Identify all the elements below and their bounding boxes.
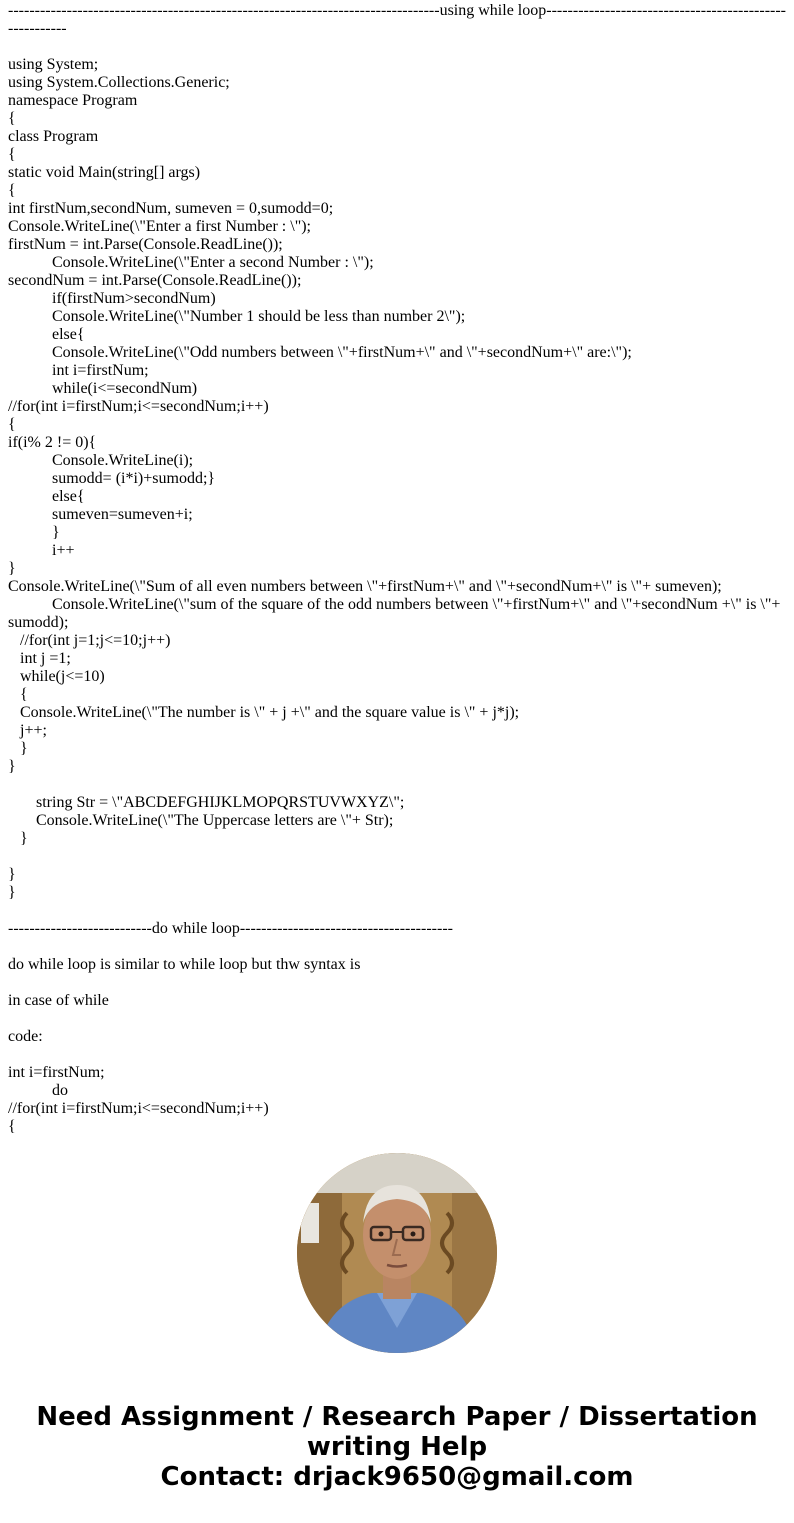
code-line: } (8, 524, 60, 541)
code-line: while(j<=10) (8, 668, 105, 685)
banner-line-1: Need Assignment / Research Paper / Dissertation (36, 1402, 758, 1432)
code-line: //for(int i=firstNum;i<=secondNum;i++) (8, 1100, 269, 1117)
code-line: //for(int j=1;j<=10;j++) (8, 632, 171, 649)
code-line: namespace Program (8, 92, 138, 109)
author-avatar (297, 1153, 497, 1353)
code-line: { (8, 416, 16, 433)
code-line: { (8, 182, 16, 199)
code-line: else{ (8, 326, 85, 343)
portrait-image (297, 1153, 497, 1353)
code-line: Console.WriteLine(\"Enter a first Number : \"); (8, 218, 311, 235)
code-line: sumodd= (i*i)+sumodd;} (8, 470, 216, 487)
code-line: while(i<=secondNum) (8, 380, 198, 397)
code-line: sumeven=sumeven+i; (8, 506, 193, 523)
code-line (8, 38, 786, 56)
code-line: } (8, 866, 16, 883)
code-line: else{ (8, 488, 85, 505)
contact-email-line: Contact: drjack9650@gmail.com (160, 1462, 634, 1492)
code-line: if(firstNum>secondNum) (8, 290, 216, 307)
code-line: if(i% 2 != 0){ (8, 434, 97, 451)
code-line: Console.WriteLine(\"Odd numbers between \"+firstNum+\" and \"+secondNum+\" are:\"); (8, 344, 632, 361)
code-line: { (8, 146, 16, 163)
code-line: Console.WriteLine(\"sum of the square of the odd numbers between \"+firstNum+\" and \"+secondNum +\" is \"+ sumodd); (8, 596, 785, 631)
code-line: } (8, 560, 16, 577)
code-line (8, 1010, 786, 1028)
code-line: Console.WriteLine(\"The Uppercase letters are \"+ Str); (8, 812, 394, 829)
code-line (8, 848, 786, 866)
banner-line-2: writing Help (306, 1432, 488, 1462)
code-line: in case of while (8, 992, 109, 1009)
code-line: } (8, 740, 28, 757)
code-line: firstNum = int.Parse(Console.ReadLine()); (8, 236, 283, 253)
contact-banner (0, 1402, 794, 1492)
code-line: j++; (8, 722, 47, 739)
code-line: code: (8, 1028, 43, 1045)
code-line (8, 974, 786, 992)
code-line: int j =1; (8, 650, 71, 667)
code-line: i++ (8, 542, 75, 559)
code-line: Console.WriteLine(\"Number 1 should be less than number 2\"); (8, 308, 466, 325)
code-line: do (8, 1082, 68, 1099)
code-line: ---------------------------do while loop---------------------------------------- (8, 920, 453, 937)
code-line: static void Main(string[] args) (8, 164, 201, 181)
code-line (8, 776, 786, 794)
code-line: } (8, 758, 16, 775)
code-line: Console.WriteLine(i); (8, 452, 194, 469)
code-line: { (8, 1118, 16, 1135)
code-line: string Str = \"ABCDEFGHIJKLMOPQRSTUVWXYZ\"; (8, 794, 405, 811)
code-line: Console.WriteLine(\"The number is \" + j +\" and the square value is \" + j*j); (8, 704, 520, 721)
code-line: //for(int i=firstNum;i<=secondNum;i++) (8, 398, 269, 415)
code-line (8, 902, 786, 920)
code-line: } (8, 884, 16, 901)
code-line: using System.Collections.Generic; (8, 74, 230, 91)
code-line: do while loop is similar to while loop but thw syntax is (8, 956, 361, 973)
code-line: { (8, 110, 16, 127)
code-line: Console.WriteLine(\"Enter a second Number : \"); (8, 254, 374, 271)
code-line: int firstNum,secondNum, sumeven = 0,sumodd=0; (8, 200, 334, 217)
code-line (8, 938, 786, 956)
code-document (8, 2, 786, 1136)
code-line: secondNum = int.Parse(Console.ReadLine()); (8, 272, 302, 289)
code-line: { (8, 686, 28, 703)
code-line: int i=firstNum; (8, 362, 149, 379)
code-line: } (8, 830, 28, 847)
code-line: ---------------------------------------------------------------------------------using while loop-------------------------------------------------------- (8, 2, 787, 37)
code-line: Console.WriteLine(\"Sum of all even numbers between \"+firstNum+\" and \"+secondNum+\" is \"+ sumeven); (8, 578, 722, 595)
code-line: using System; (8, 56, 99, 73)
code-line: int i=firstNum; (8, 1064, 105, 1081)
code-line (8, 1046, 786, 1064)
code-line: class Program (8, 128, 99, 145)
